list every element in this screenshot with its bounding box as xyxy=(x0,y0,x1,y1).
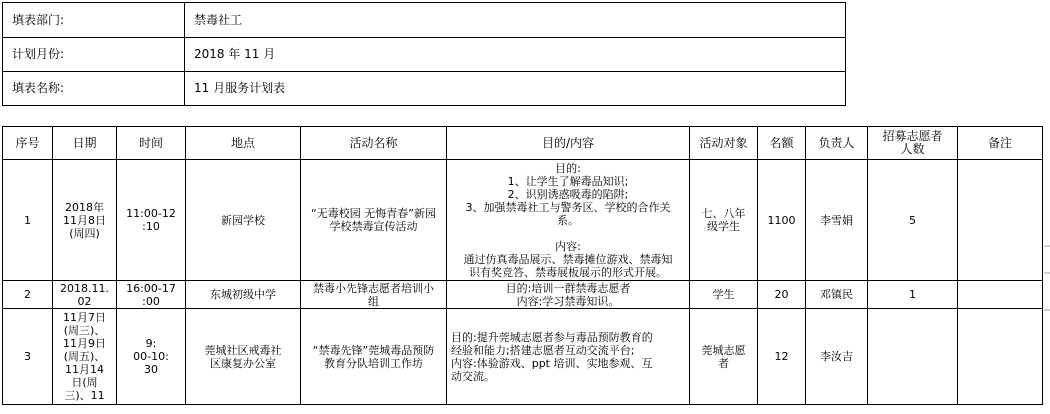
row-volunteers: 5 xyxy=(868,160,958,281)
column-header: 负责人 xyxy=(806,127,868,160)
row-place: 莞城社区戒毒社 区康复办公室 xyxy=(186,309,301,405)
row-owner: 李雪娟 xyxy=(806,160,868,281)
row-target: 七、八年 级学生 xyxy=(690,160,758,281)
row-activity: “禁毒先锋”莞城毒品预防 教育分队培训工作坊 xyxy=(301,309,447,405)
row-content: 目的:培训一群禁毒志愿者 内容:学习禁毒知识。 xyxy=(447,281,690,309)
scroll-tick xyxy=(1044,245,1050,247)
column-header: 名额 xyxy=(758,127,806,160)
column-header: 日期 xyxy=(53,127,117,160)
row-time: 11:00-12 :10 xyxy=(117,160,186,281)
row-date: 11月7日 (周三)、 11月9日 (周五)、 11月14 日(周 三)、11 xyxy=(53,309,117,405)
row-number: 2 xyxy=(3,281,53,309)
row-volunteers xyxy=(868,309,958,405)
scroll-tick xyxy=(1044,309,1050,311)
service-plan-table xyxy=(2,126,1043,405)
row-time: 16:00-17 :00 xyxy=(117,281,186,309)
name-value: 11 月服务计划表 xyxy=(185,72,846,106)
row-number: 3 xyxy=(3,309,53,405)
column-header: 目的/内容 xyxy=(447,127,690,160)
row-activity: 禁毒小先锋志愿者培训小 组 xyxy=(301,281,447,309)
row-number: 1 xyxy=(3,160,53,281)
header-row xyxy=(3,127,1043,160)
row-quota: 1100 xyxy=(758,160,806,281)
row-date: 2018年 11月8日 (周四) xyxy=(53,160,117,281)
row-target: 莞城志愿 者 xyxy=(690,309,758,405)
table-row xyxy=(3,309,1043,405)
column-header: 招募志愿者人数 xyxy=(868,127,958,160)
column-header: 备注 xyxy=(958,127,1043,160)
row-remark xyxy=(958,281,1043,309)
column-header: 序号 xyxy=(3,127,53,160)
column-header: 时间 xyxy=(117,127,186,160)
row-date: 2018.11. 02 xyxy=(53,281,117,309)
column-header: 活动对象 xyxy=(690,127,758,160)
row-target: 学生 xyxy=(690,281,758,309)
month-value: 2018 年 11 月 xyxy=(185,38,846,72)
name-label: 填表名称: xyxy=(3,72,185,106)
dept-label: 填表部门: xyxy=(3,3,185,38)
month-label: 计划月份: xyxy=(3,38,185,72)
plan-info-table xyxy=(2,2,846,106)
dept-value: 禁毒社工 xyxy=(185,3,846,38)
row-activity: “无毒校园 无悔青春”新园 学校禁毒宣传活动 xyxy=(301,160,447,281)
row-owner: 李汝吉 xyxy=(806,309,868,405)
row-place: 新园学校 xyxy=(186,160,301,281)
table-row xyxy=(3,160,1043,281)
row-remark xyxy=(958,309,1043,405)
row-quota: 20 xyxy=(758,281,806,309)
scroll-tick xyxy=(1044,272,1050,274)
row-place: 东城初级中学 xyxy=(186,281,301,309)
row-content: 目的: 1、让学生了解毒品知识; 2、识别诱惑吸毒的陷阱; 3、加强禁毒社工与警务区、学校的合作关 系。 内容: 通过仿真毒品展示、禁毒摊位游戏、禁毒知 识有奖竞答、禁毒展板展示的形式开展。 xyxy=(447,160,690,281)
column-header: 活动名称 xyxy=(301,127,447,160)
row-remark xyxy=(958,160,1043,281)
row-quota: 12 xyxy=(758,309,806,405)
row-content: 目的:提升莞城志愿者参与毒品预防教育的 经验和能力;搭建志愿者互动交流平台; 内容:体验游戏、ppt 培训、实地参观、互 动交流。 xyxy=(447,309,690,405)
row-time: 9: 00-10: 30 xyxy=(117,309,186,405)
table-row xyxy=(3,281,1043,309)
row-owner: 邓镇民 xyxy=(806,281,868,309)
row-volunteers: 1 xyxy=(868,281,958,309)
column-header: 地点 xyxy=(186,127,301,160)
